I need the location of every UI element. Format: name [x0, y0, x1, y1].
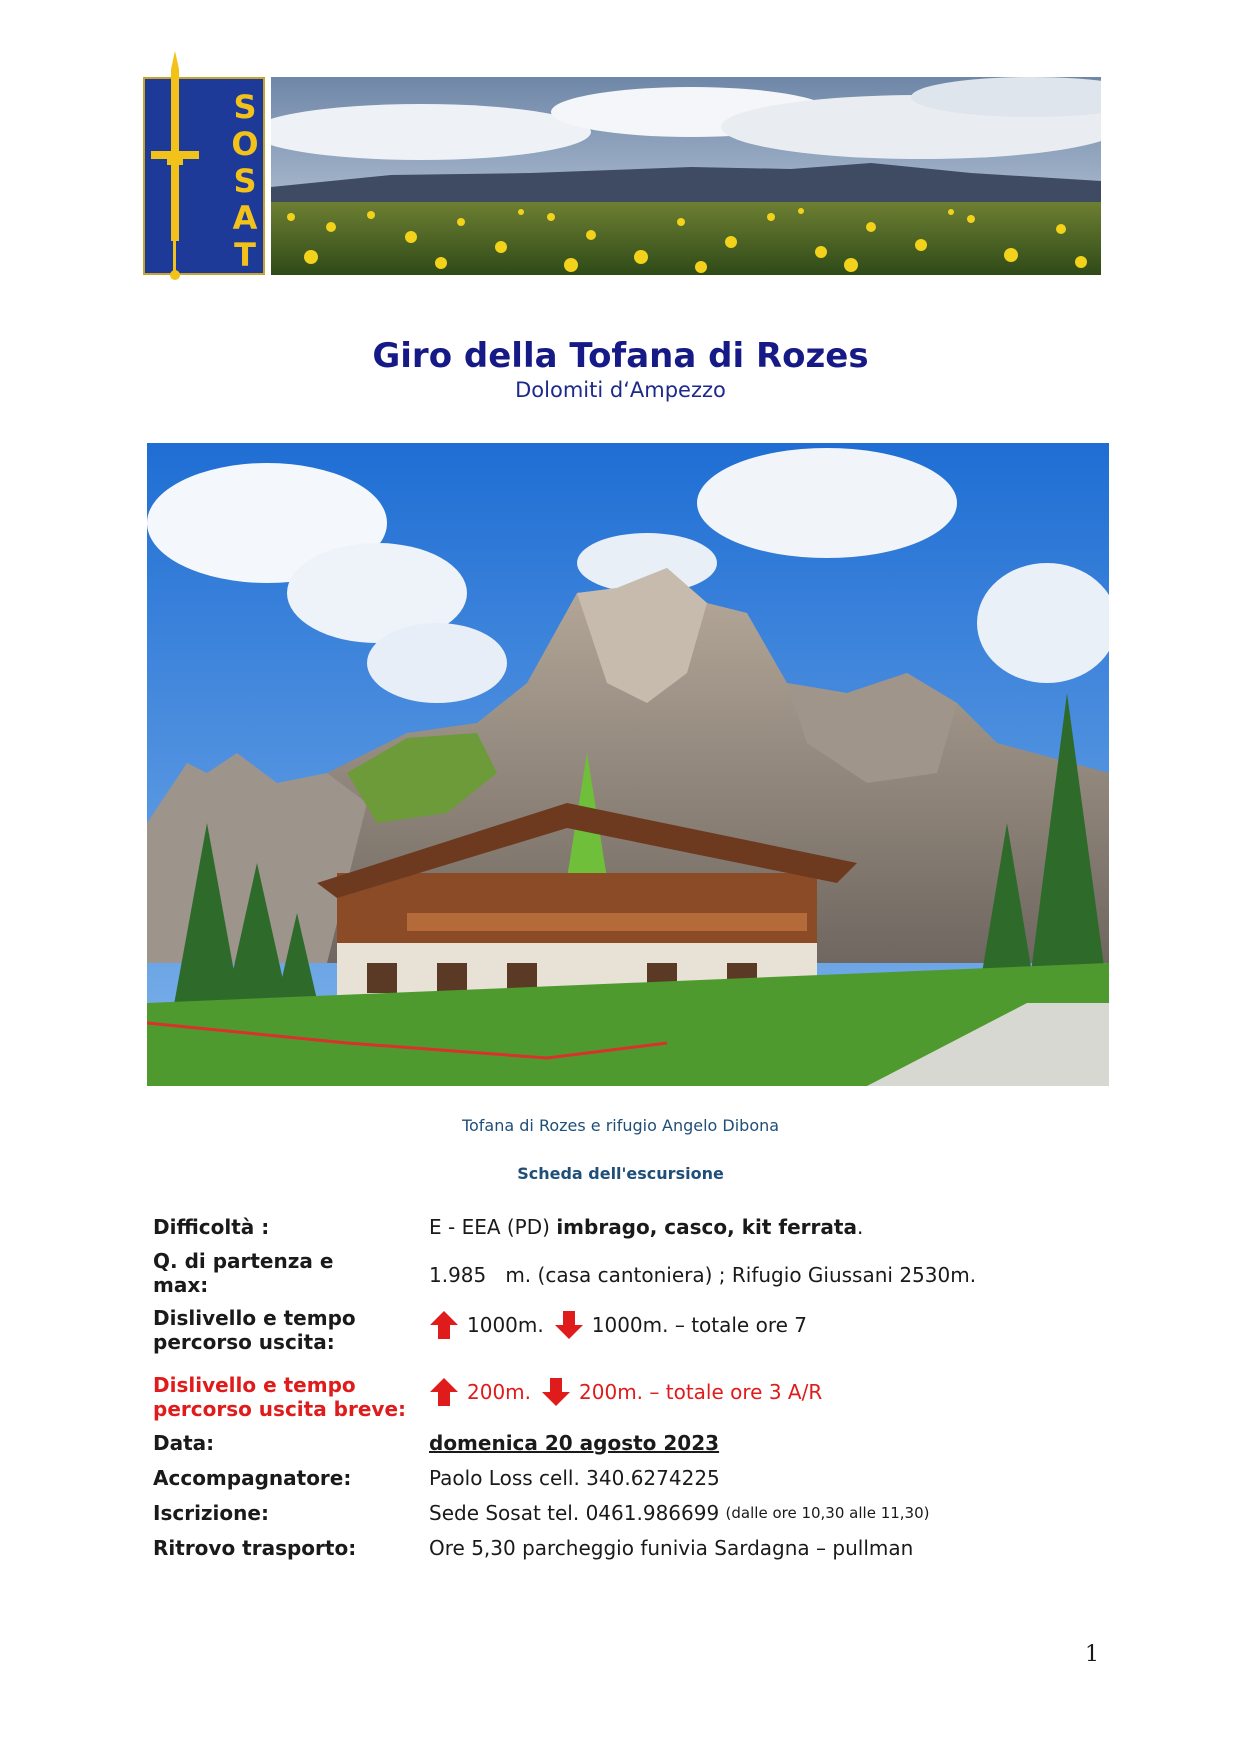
- arrow-down-icon: [554, 1310, 584, 1340]
- short-descent-value: 200m. – totale ore 3 A/R: [579, 1380, 823, 1404]
- page-number: 1: [1085, 1642, 1099, 1667]
- label-quota-line2: max:: [153, 1273, 209, 1297]
- page-subtitle: Dolomiti d‘Ampezzo: [515, 378, 726, 402]
- value-quota: 1.985 m. (casa cantoniera) ; Rifugio Giussani 2530m.: [429, 1263, 977, 1287]
- label-dislivello: [153, 1306, 423, 1354]
- difficulty-end: .: [856, 1215, 864, 1239]
- main-photo: [147, 443, 1109, 1086]
- arrow-down-icon: [541, 1377, 571, 1407]
- logo-letters: [225, 89, 265, 274]
- label-dislivello-breve-line2: percorso uscita breve:: [153, 1397, 407, 1421]
- label-data: Data:: [153, 1431, 215, 1455]
- logo-letter: S: [233, 88, 257, 126]
- label-accompagnatore: Accompagnatore:: [153, 1466, 352, 1490]
- label-dislivello-breve-line1: Dislivello e tempo: [153, 1373, 356, 1397]
- iscrizione-hours: (dalle ore 10,30 alle 11,30): [725, 1504, 930, 1522]
- label-quota-line1: Q. di partenza e: [153, 1249, 334, 1273]
- logo-letter: S: [233, 162, 257, 200]
- header-banner-image: [271, 77, 1101, 275]
- value-iscrizione: [429, 1501, 929, 1525]
- arrow-up-icon: [429, 1377, 459, 1407]
- value-ritrovo: Ore 5,30 parcheggio funivia Sardagna – pullman: [429, 1536, 914, 1560]
- iscrizione-phone: Sede Sosat tel. 0461.986699: [429, 1501, 720, 1525]
- label-iscrizione: Iscrizione:: [153, 1501, 269, 1525]
- logo-letter: O: [231, 125, 259, 163]
- logo-letter: A: [232, 199, 258, 237]
- logo-letter: T: [234, 236, 256, 274]
- sosat-logo: [143, 77, 265, 275]
- page-title: Giro della Tofana di Rozes: [372, 336, 869, 376]
- sword-icon: [145, 51, 205, 281]
- value-data: domenica 20 agosto 2023: [429, 1431, 720, 1455]
- photo-caption: Tofana di Rozes e rifugio Angelo Dibona: [461, 1116, 780, 1135]
- value-difficolta: [429, 1215, 863, 1239]
- difficulty-gear: imbrago, casco, kit ferrata: [556, 1215, 857, 1239]
- descent-value: 1000m. – totale ore 7: [591, 1313, 808, 1337]
- arrow-up-icon: [429, 1310, 459, 1340]
- difficulty-grade: E - EEA (PD): [429, 1215, 550, 1239]
- label-ritrovo: Ritrovo trasporto:: [153, 1536, 357, 1560]
- ascent-value: 1000m.: [467, 1313, 544, 1337]
- value-dislivello: [429, 1310, 807, 1340]
- value-accompagnatore: Paolo Loss cell. 340.6274225: [429, 1466, 720, 1490]
- value-dislivello-breve: [429, 1377, 822, 1407]
- label-dislivello-breve: [153, 1373, 423, 1421]
- section-title: Scheda dell'escursione: [517, 1164, 724, 1183]
- label-difficolta: Difficoltà :: [153, 1215, 270, 1239]
- short-ascent-value: 200m.: [467, 1380, 532, 1404]
- label-dislivello-line1: Dislivello e tempo: [153, 1306, 356, 1330]
- label-dislivello-line2: percorso uscita:: [153, 1330, 335, 1354]
- label-quota: [153, 1249, 423, 1297]
